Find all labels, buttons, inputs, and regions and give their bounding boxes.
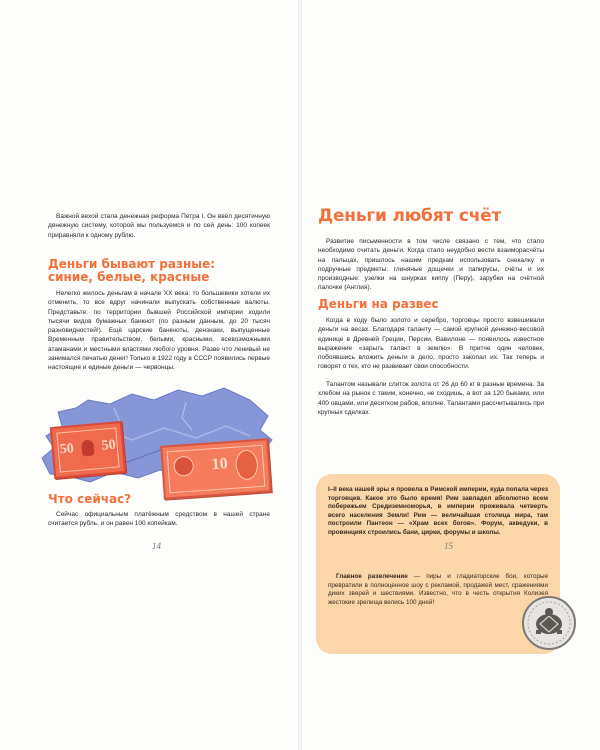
- ancient-coin-icon: [520, 594, 578, 652]
- callout-paragraph-1: I–II века нашей эры я провела в Римской империи, куда попала через торговцев. Какое это было время! Рим завладел абсолютно всем побережьем Средиземноморья, в империи проживала четверть всего населения Земли! Рим — величайшая столица мира, там построили Пантеон — «Храм всех богов». Форум, акведуки, в провинциях строились бани, цирки, форумы и школы.: [328, 486, 548, 536]
- page-number-left: 14: [152, 541, 161, 551]
- heading-what-now: Что сейчас?: [48, 492, 132, 506]
- callout-paragraph-2-rest: — пиры и гладиаторские бои, которые превратили в полноценное шоу с рекламой, продажей мест, сражениями диких зверей и шествиями. Известно, что в честь открытия Колизея жестокие зрелища велись 100 дней!: [328, 573, 548, 606]
- body-weighing: Когда в ходу было золото и серебро, торговцы просто взвешивали деньги на весах. Благодаря таланту — самой крупной денежно-весовой единице в Древней Греции, Персии, Вавилоне — появилось известное выражение «зарыть талант в землю». В притче один человек, побоявшись вложить деньги в дело, просто закопал их. Так теперь и говорят о тех, кто не развивает свои способности.: [318, 317, 544, 371]
- banknote-10: [160, 438, 272, 499]
- body-writing-counting: Развитие письменности в том числе связано с тем, что стало необходимо считать деньги. Когда стало неудобно вести взаиморасчёты на пальцах, пришлось нашим предкам использовать снекалку и подручные предметы: глиняные дощечки и папирусы, счёты и их производные: узелки на шнурках киппу (Перу), зарубки на счётной палочке (Англия).: [318, 238, 544, 292]
- intro-paragraph: Важной вехой стала денежная реформа Петра I. Он ввёл десятичную денежную систему, которой мы пользуемся и по сей день: 100 копеек приравняли к одному рублю.: [48, 213, 270, 239]
- heading-money-types-line2: синие, белые, красные: [48, 270, 210, 284]
- page-number-right: 15: [444, 541, 453, 551]
- banknote-50: [50, 421, 126, 479]
- callout-bold-lead: Главное развлечение: [336, 573, 408, 580]
- callout-paragraph-2: [328, 573, 548, 607]
- heading-money-loves-count: Деньги любят счёт: [318, 206, 502, 226]
- banknote-50-value-right: 50: [101, 437, 117, 454]
- body-talent: Талантом называли слиток золота от 26 до 60 кг в разные времена. За хлебом на рынок с таким, конечно, не сходишь, а вот за 120 быками, или 400 овцами, или десятком рабов, вполне. Талантами рассчитывались при крупных сделках.: [318, 381, 544, 416]
- body-20th-century: Нелегко жилось деньгам в начале XX века: то большевики хотели их отменить, то все вдруг начинали выпускать собственные валюты. Представьте: по территории бывшей Российской империи ходили тысячи видов бумажных банкнот (по разным данным, до 20 тысяч разновидностей!). Ещё царские банкноты, дензнаки, выпущенные Временным правительством, белыми, красными, всевозможными атаманами и местными властями любого уровня. Разве что ленивый не занимался печатью денег! Только в 1922 году в СССР появились первые настоящие и единые деньги — червонцы.: [48, 290, 270, 372]
- eagle-emblem-icon: [81, 440, 94, 457]
- book-gutter: [298, 0, 302, 750]
- body-now: Сейчас официальным платёжным средством в нашей стране считается рубль, и он равен 100 копейкам.: [48, 511, 270, 528]
- banknote-10-value-text: 10: [211, 455, 229, 474]
- heading-by-weight: Деньги на развес: [318, 297, 439, 311]
- heading-money-types-line1: Деньги бывают разные:: [48, 257, 216, 271]
- banknote-50-value-left: 50: [59, 441, 75, 458]
